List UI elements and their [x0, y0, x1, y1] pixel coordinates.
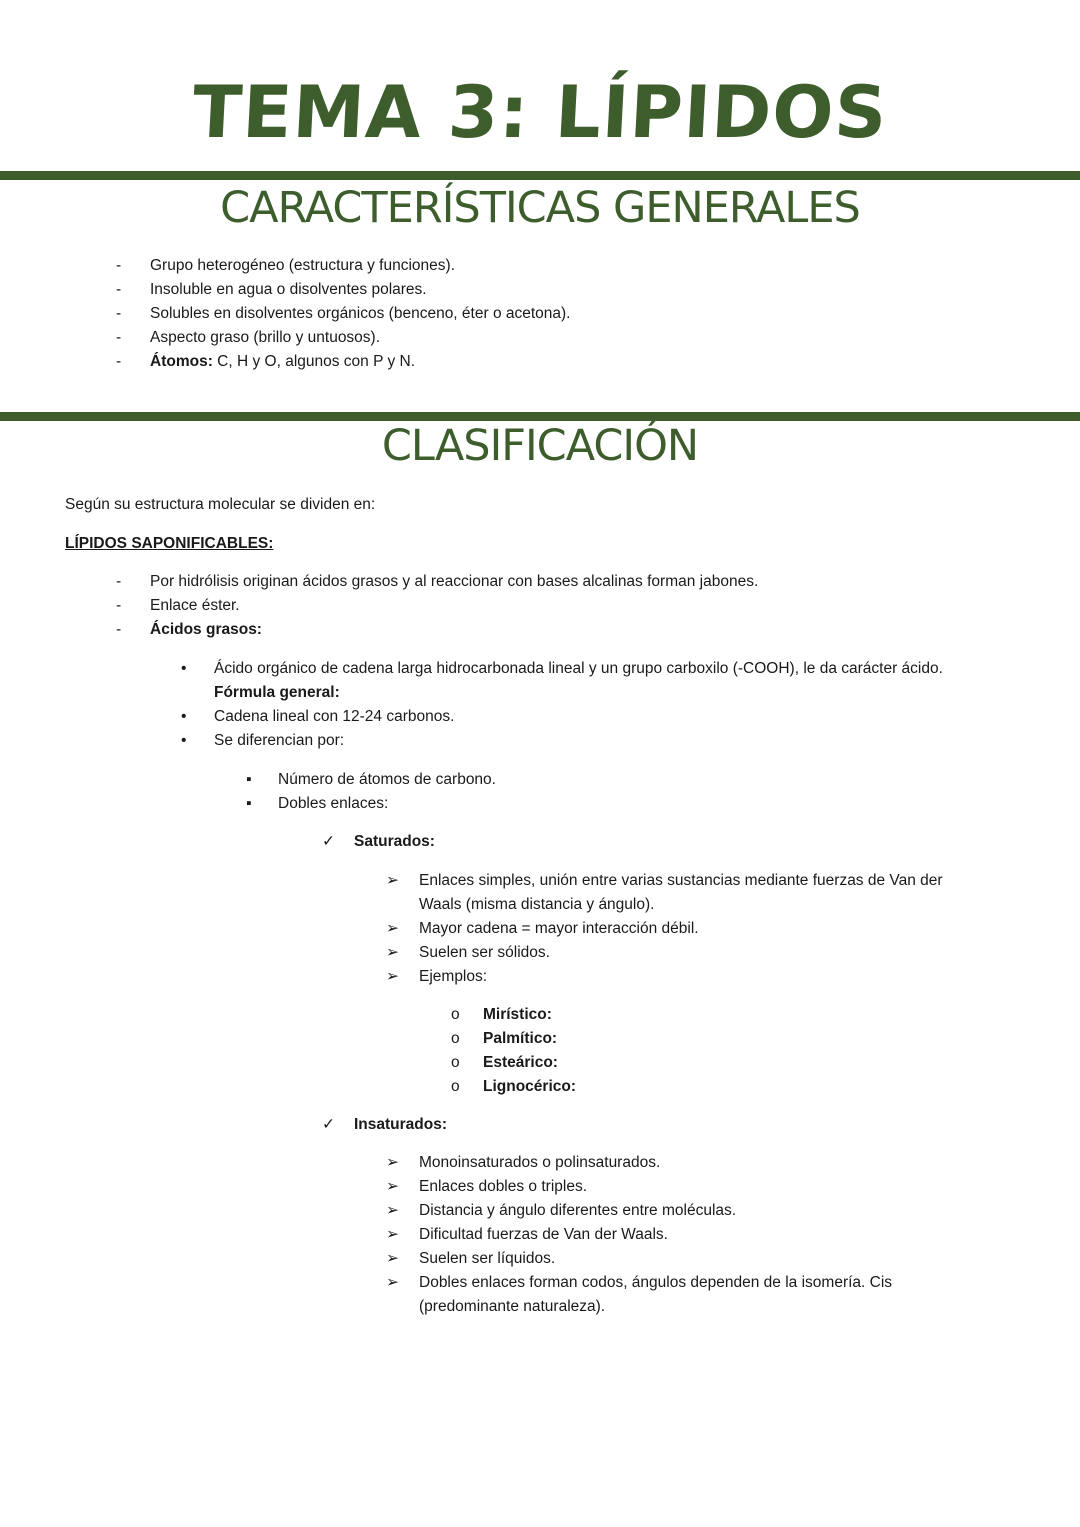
list-item: Grupo heterogéneo (estructura y funciones). [150, 257, 456, 274]
list-item: Dificultad fuerzas de Van der Waals. [419, 1226, 668, 1243]
arrow-icon: ➢ [386, 968, 399, 985]
arrow-icon: ➢ [386, 920, 399, 937]
section-divider [0, 171, 1080, 180]
circle-bullet-icon: o [451, 1054, 460, 1071]
list-item: Insoluble en agua o disolventes polares. [150, 281, 427, 298]
list-item: Por hidrólisis originan ácidos grasos y al reaccionar con bases alcalinas forman jabones. [150, 573, 759, 590]
bullet-icon: • [181, 708, 187, 725]
list-item: Monoinsaturados o polinsaturados. [419, 1154, 661, 1171]
atoms-label: Átomos: [150, 353, 213, 370]
list-item: Dobles enlaces forman codos, ángulos dependen de la isomería. Cis [419, 1274, 893, 1291]
bullet-icon: • [181, 732, 187, 749]
circle-bullet-icon: o [451, 1030, 460, 1047]
page-title: TEMA 3: LÍPIDOS [190, 70, 890, 154]
list-item: Ácido orgánico de cadena larga hidrocarbonada lineal y un grupo carboxilo (-COOH), le da carácter ácido. [214, 660, 943, 677]
list-item: Suelen ser líquidos. [419, 1250, 556, 1267]
section-heading-general: CARACTERÍSTICAS GENERALES [220, 183, 860, 233]
dash-icon: - [116, 621, 122, 638]
check-icon: ✓ [322, 1116, 335, 1133]
example-item: Palmítico: [483, 1030, 558, 1047]
list-item: Enlace éster. [150, 597, 240, 614]
arrow-icon: ➢ [386, 1178, 399, 1195]
arrow-icon: ➢ [386, 1154, 399, 1171]
fatty-acids-label: Ácidos grasos: [150, 621, 262, 638]
dash-icon: - [116, 353, 122, 370]
dash-icon: - [116, 305, 122, 322]
list-item: Se diferencian por: [214, 732, 345, 749]
arrow-icon: ➢ [386, 1202, 399, 1219]
section-heading-classification: CLASIFICACIÓN [381, 421, 699, 471]
example-item: Esteárico: [483, 1054, 558, 1071]
saponifiable-heading: LÍPIDOS SAPONIFICABLES: [65, 535, 274, 552]
arrow-icon: ➢ [386, 1274, 399, 1291]
saturated-label: Saturados: [354, 833, 435, 850]
list-item-continued: (predominante naturaleza). [419, 1298, 606, 1315]
list-item: Mayor cadena = mayor interacción débil. [419, 920, 699, 937]
dash-icon: - [116, 281, 122, 298]
dash-icon: - [116, 329, 122, 346]
dash-icon: - [116, 257, 122, 274]
list-item: Distancia y ángulo diferentes entre moléculas. [419, 1202, 737, 1219]
atoms-text: C, H y O, algunos con P y N. [212, 353, 416, 370]
dash-icon: - [116, 597, 122, 614]
section-divider [0, 412, 1080, 421]
list-item: Dobles enlaces: [278, 795, 389, 812]
square-bullet-icon: ▪ [246, 795, 252, 812]
list-item: Número de átomos de carbono. [278, 771, 496, 788]
circle-bullet-icon: o [451, 1006, 460, 1023]
list-item: Suelen ser sólidos. [419, 944, 550, 961]
dash-icon: - [116, 573, 122, 590]
list-item: Enlaces dobles o triples. [419, 1178, 588, 1195]
unsaturated-label: Insaturados: [354, 1116, 448, 1133]
list-item: Solubles en disolventes orgánicos (benceno, éter o acetona). [150, 305, 571, 322]
list-item: Cadena lineal con 12-24 carbonos. [214, 708, 455, 725]
classification-intro: Según su estructura molecular se dividen en: [65, 496, 376, 513]
formula-label: Fórmula general: [214, 684, 340, 701]
list-item: Ejemplos: [419, 968, 488, 985]
check-icon: ✓ [322, 833, 335, 850]
square-bullet-icon: ▪ [246, 771, 252, 788]
list-item: Aspecto graso (brillo y untuosos). [150, 329, 381, 346]
circle-bullet-icon: o [451, 1078, 460, 1095]
list-item-continued: Waals (misma distancia y ángulo). [419, 896, 655, 913]
example-item: Lignocérico: [483, 1078, 577, 1095]
arrow-icon: ➢ [386, 872, 399, 889]
arrow-icon: ➢ [386, 1250, 399, 1267]
example-item: Mirístico: [483, 1006, 552, 1023]
arrow-icon: ➢ [386, 1226, 399, 1243]
list-item: Enlaces simples, unión entre varias sustancias mediante fuerzas de Van der [419, 872, 943, 889]
list-item [150, 350, 415, 374]
arrow-icon: ➢ [386, 944, 399, 961]
bullet-icon: • [181, 660, 187, 677]
